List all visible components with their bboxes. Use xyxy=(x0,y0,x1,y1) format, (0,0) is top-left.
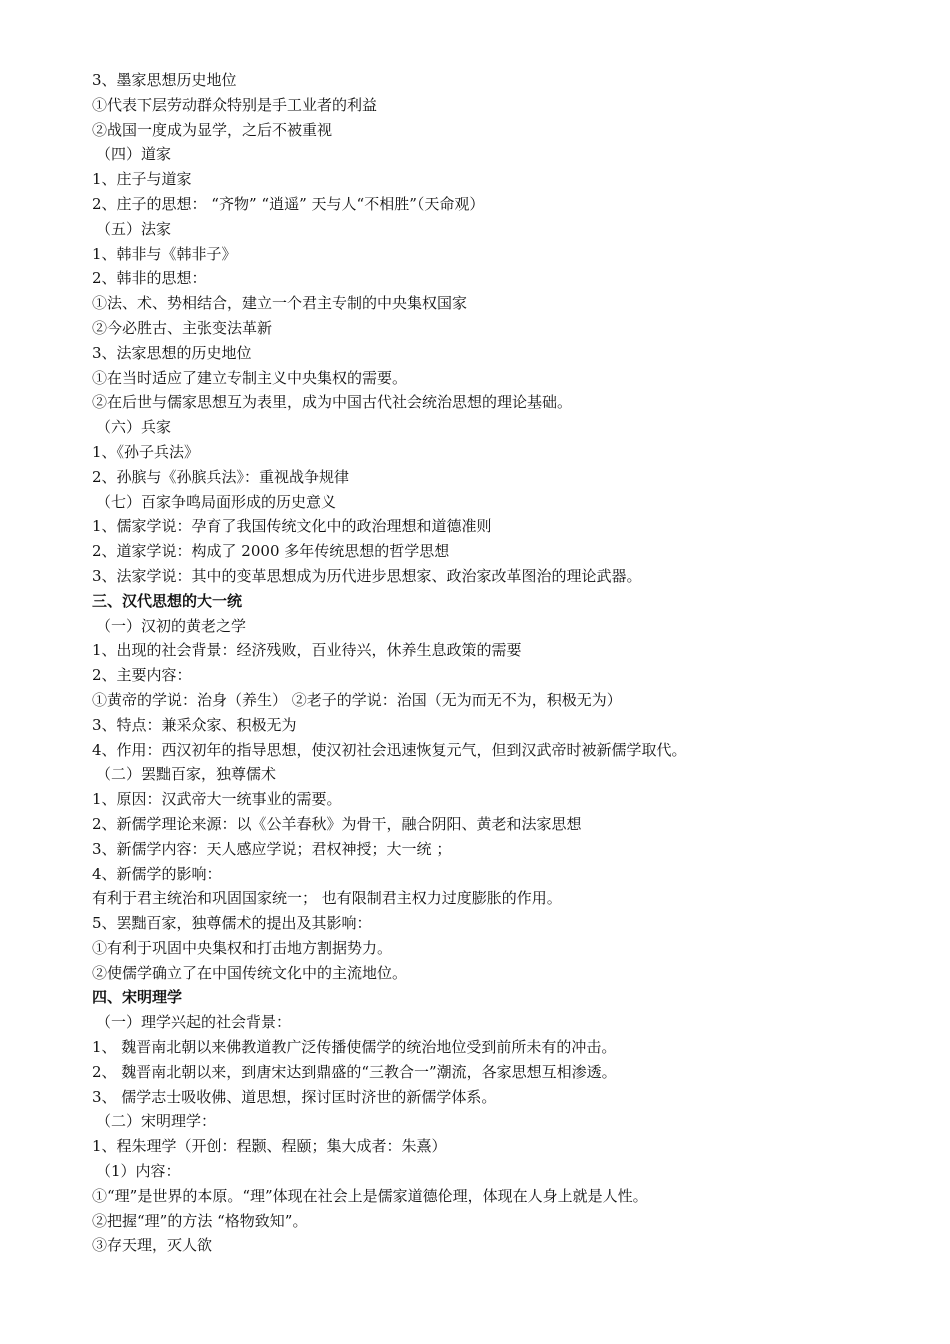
text-line: （六）兵家 xyxy=(96,418,172,437)
text-line: 4、作用：西汉初年的指导思想，使汉初社会迅速恢复元气，但到汉武帝时被新儒学取代。 xyxy=(92,740,687,759)
text-line: （二）宋明理学： xyxy=(96,1112,217,1131)
text-line: 2、庄子的思想： “齐物” “逍遥” 天与人“不相胜”（天命观） xyxy=(92,194,485,213)
text-line: 1、儒家学说：孕育了我国传统文化中的政治理想和道德准则 xyxy=(92,517,492,536)
text-line: （一）理学兴起的社会背景： xyxy=(96,1013,292,1032)
text-line: 2、孙膑与《孙膑兵法》：重视战争规律 xyxy=(92,467,350,486)
text-line: 3、墨家思想历史地位 xyxy=(92,71,237,89)
document-page xyxy=(0,68,950,1258)
text-line: 1、韩非与《韩非子》 xyxy=(92,244,237,263)
text-line: ①有利于巩固中央集权和打击地方割据势力。 xyxy=(92,938,393,957)
section-heading: 三、汉代思想的大一统 xyxy=(92,591,243,610)
text-line: （五）法家 xyxy=(96,219,172,238)
text-line: 有利于君主统治和巩固国家统一； 也有限制君主权力过度膨胀的作用。 xyxy=(92,889,562,908)
text-line: 3、法家思想的历史地位 xyxy=(92,343,252,362)
text-line: 1、《孙子兵法》 xyxy=(92,442,200,461)
text-line: （七）百家争鸣局面形成的历史意义 xyxy=(96,492,337,511)
text-line: 1、原因：汉武帝大一统事业的需要。 xyxy=(92,790,342,809)
text-line: 1、出现的社会背景：经济残败，百业待兴，休养生息政策的需要 xyxy=(92,641,522,660)
text-line: 3、新儒学内容：天人感应学说；君权神授；大一统 ； xyxy=(92,839,452,858)
section-heading: 四、宋明理学 xyxy=(92,988,183,1007)
text-line: 2、韩非的思想： xyxy=(92,269,207,288)
text-line: 2、新儒学理论来源：以《公羊春秋》为骨干，融合阴阳、黄老和法家思想 xyxy=(92,814,582,833)
text-line: ①代表下层劳动群众特别是手工业者的利益 xyxy=(92,95,378,114)
text-line: （四）道家 xyxy=(96,145,172,164)
text-line: 5、罢黜百家，独尊儒术的提出及其影响： xyxy=(92,914,372,933)
text-line: 3、 儒学志士吸收佛、道思想，探讨匡时济世的新儒学体系。 xyxy=(92,1087,497,1106)
text-line: 1、程朱理学（开创：程颢、程颐；集大成者：朱熹） xyxy=(92,1137,447,1156)
text-line: ①在当时适应了建立专制主义中央集权的需要。 xyxy=(92,368,408,387)
text-line: 2、主要内容： xyxy=(92,666,192,685)
text-line: 1、庄子与道家 xyxy=(92,170,192,189)
text-line: ②战国一度成为显学，之后不被重视 xyxy=(92,120,333,139)
text-line: （二）罢黜百家，独尊儒术 xyxy=(96,765,277,784)
text-line: 3、特点：兼采众家、积极无为 xyxy=(92,715,297,734)
text-line: ①“理”是世界的本原。“理”体现在社会上是儒家道德伦理，体现在人身上就是人性。 xyxy=(92,1186,648,1205)
text-line: ②今必胜古、主张变法革新 xyxy=(92,318,273,337)
text-line: （1）内容： xyxy=(96,1162,181,1181)
text-line: 1、 魏晋南北朝以来佛教道教广泛传播使儒学的统治地位受到前所未有的冲击。 xyxy=(92,1038,617,1057)
text-line: ①法、术、势相结合，建立一个君主专制的中央集权国家 xyxy=(92,294,468,313)
text-line: 4、新儒学的影响： xyxy=(92,864,222,883)
text-line: ②使儒学确立了在中国传统文化中的主流地位。 xyxy=(92,963,408,982)
text-line: ③存天理，灭人欲 xyxy=(92,1236,213,1255)
text-line: 2、道家学说：构成了 2000 多年传统思想的哲学思想 xyxy=(92,542,450,561)
text-line: 3、法家学说：其中的变革思想成为历代进步思想家、政治家改革图治的理论武器。 xyxy=(92,566,642,585)
text-line: ①黄帝的学说：治身（养生） ②老子的学说：治国（无为而无不为，积极无为） xyxy=(92,690,622,709)
text-line: ②把握“理”的方法 “格物致知”。 xyxy=(92,1211,308,1230)
text-line: ②在后世与儒家思想互为表里，成为中国古代社会统治思想的理论基础。 xyxy=(92,393,573,412)
text-line: （一）汉初的黄老之学 xyxy=(96,616,247,635)
text-line: 2、 魏晋南北朝以来，到唐宋达到鼎盛的“三教合一”潮流，各家思想互相渗透。 xyxy=(92,1062,617,1081)
